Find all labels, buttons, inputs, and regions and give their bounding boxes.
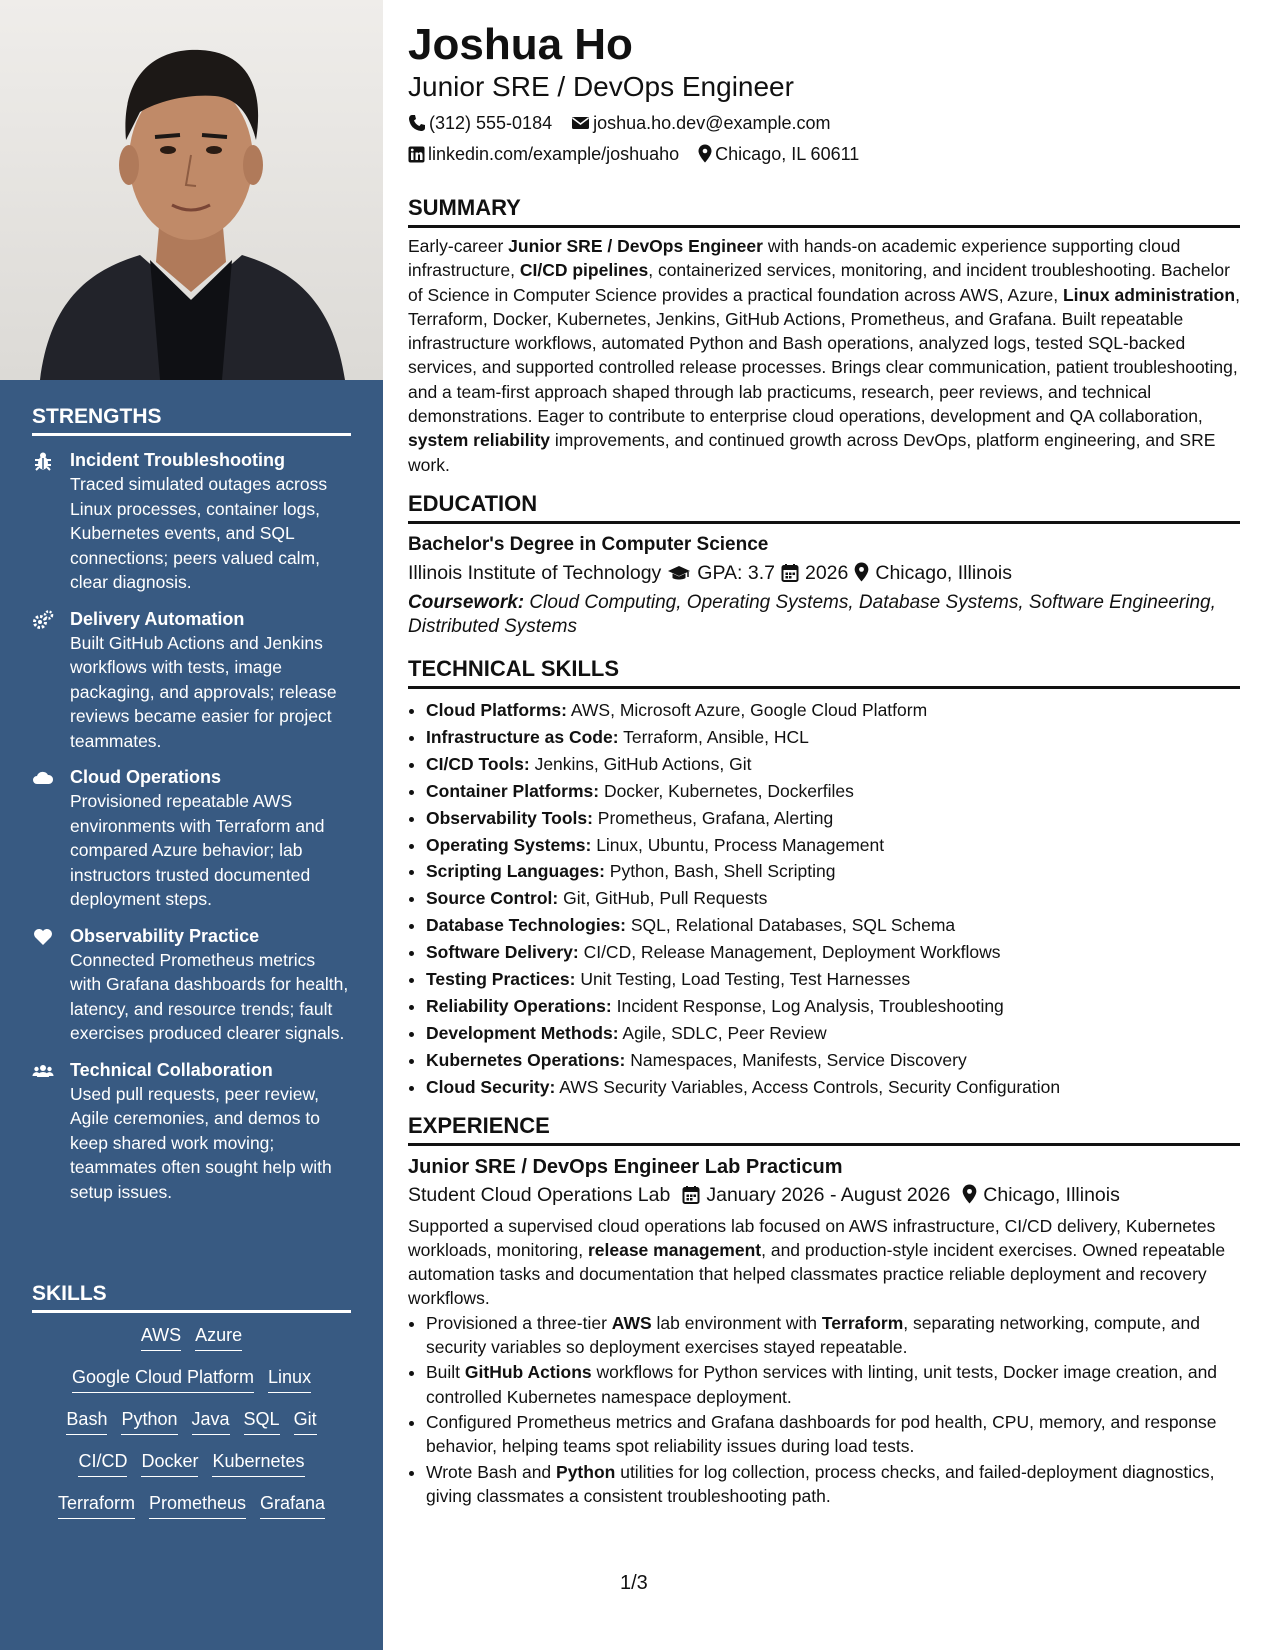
text-segment: improvements, and continued growth across DevOps, platform engineering, and SRE work. (408, 430, 1216, 475)
strength-desc: Connected Prometheus metrics with Grafana dashboards for health, latency, and resource trends; fault exercises produced clearer signals. (70, 949, 349, 1043)
skill-values: SQL, Relational Databases, SQL Schema (626, 915, 956, 936)
sidebar (0, 0, 383, 1650)
skill-values: Docker, Kubernetes, Dockerfiles (599, 780, 854, 801)
strength-item (32, 765, 351, 912)
skill-values: Terraform, Ansible, HCL (618, 726, 809, 747)
skill-tag: Java (192, 1407, 230, 1435)
candidate-name: Joshua Ho (408, 20, 633, 69)
bold-text: GitHub Actions (464, 1362, 592, 1383)
technical-skill-item (426, 1047, 1240, 1074)
location-contact (698, 139, 859, 170)
skills-section (32, 1282, 351, 1533)
experience-intro (408, 1214, 1240, 1311)
email-text: joshua.ho.dev@example.com (593, 113, 831, 133)
strength-desc: Provisioned repeatable AWS environments with Terraform and compared Azure behavior; lab instructors trusted documented deployment steps. (70, 791, 325, 909)
coursework (408, 591, 1240, 640)
technical-skill-item (426, 885, 1240, 912)
text-segment: Wrote Bash and (426, 1461, 557, 1482)
skill-tag: Google Cloud Platform (72, 1365, 254, 1393)
text-segment: Supported a supervised cloud operations lab focused on AWS infrastructure, CI/CD delivery, Kubernetes workloads, monitoring, (408, 1215, 1216, 1260)
skill-tag: Terraform (58, 1491, 135, 1519)
experience-bullet (426, 1410, 1240, 1459)
coursework-list: Cloud Computing, Operating Systems, Database Systems, Software Engineering, Distributed Systems (408, 591, 1216, 638)
envelope-icon (571, 114, 590, 132)
technical-skill-item (426, 697, 1240, 724)
calendar-icon (682, 1185, 700, 1204)
graduation-year: 2026 (804, 561, 849, 584)
skill-category: Source Control: (426, 888, 559, 909)
technical-skill-item (426, 939, 1240, 966)
strength-item (32, 1058, 351, 1205)
bold-text: Linux administration (1062, 284, 1236, 305)
bold-text: CI/CD pipelines (519, 260, 649, 281)
phone-icon (408, 114, 426, 132)
summary-heading: SUMMARY (408, 194, 1240, 228)
skill-tag: Bash (66, 1407, 107, 1435)
skill-tag: AWS (141, 1323, 181, 1351)
experience-bullet (426, 1460, 1240, 1509)
skill-category: Scripting Languages: (426, 861, 605, 882)
skill-category: Container Platforms: (426, 780, 600, 801)
technical-skill-item (426, 993, 1240, 1020)
skill-values: Linux, Ubuntu, Process Management (591, 834, 885, 855)
experience-bullets (408, 1311, 1240, 1508)
skill-category: Infrastructure as Code: (426, 726, 619, 747)
skill-values: Prometheus, Grafana, Alerting (592, 807, 834, 828)
gpa-text: GPA: 3.7 (697, 561, 775, 584)
skill-values: Unit Testing, Load Testing, Test Harnesses (575, 969, 911, 990)
phone-text: (312) 555-0184 (429, 113, 553, 133)
location-pin-icon (854, 562, 869, 582)
skill-values: Agile, SDLC, Peer Review (618, 1022, 827, 1043)
bold-text: Python (556, 1461, 616, 1482)
bold-text: release management (587, 1239, 762, 1260)
text-segment: utilities for log collection, process checks, and failed-deployment diagnostics, giving classmates a consistent troubleshooting path. (426, 1461, 1215, 1506)
skill-values: CI/CD, Release Management, Deployment Workflows (578, 942, 1001, 963)
location-pin-icon (962, 1184, 977, 1204)
education-meta (408, 558, 1240, 588)
strength-desc: Used pull requests, peer review, Agile ceremonies, and demos to keep shared work moving; teammates often sought help with setup issues. (70, 1083, 332, 1202)
coursework-label: Coursework: (408, 591, 525, 613)
skill-values: Python, Bash, Shell Scripting (604, 861, 836, 882)
skill-values: Git, GitHub, Pull Requests (558, 888, 768, 909)
main-content (408, 20, 1240, 1509)
strength-desc: Built GitHub Actions and Jenkins workflows with tests, image packaging, and approvals; release reviews became easier for project teammates. (70, 632, 337, 751)
skill-values: Namespaces, Manifests, Service Discovery (625, 1049, 967, 1070)
experience-bullet (426, 1311, 1240, 1360)
skill-category: Operating Systems: (426, 834, 592, 855)
users-icon (32, 1060, 54, 1082)
technical-skill-item (426, 1020, 1240, 1047)
strengths-section (32, 405, 351, 1204)
education-location: Chicago, Illinois (875, 561, 1012, 584)
strength-title: Technical Collaboration (70, 1059, 273, 1080)
text-segment: with hands-on academic experience supporting cloud infrastructure, (408, 236, 1181, 281)
heart-icon (32, 926, 54, 948)
skill-tag: Git (294, 1407, 317, 1435)
skill-category: Cloud Platforms: (426, 699, 567, 720)
phone-contact (408, 108, 552, 139)
skill-category: Cloud Security: (426, 1076, 556, 1097)
degree-title: Bachelor's Degree in Computer Science (408, 533, 769, 555)
technical-skill-item (426, 724, 1240, 751)
cloud-icon (32, 767, 54, 789)
skills-heading: SKILLS (32, 1282, 351, 1313)
skill-category: Testing Practices: (426, 969, 576, 990)
strength-desc: Traced simulated outages across Linux processes, container logs, Kubernetes events, and SQL connections; peers valued calm, clear diagnosis. (70, 474, 328, 592)
job-meta (408, 1180, 1240, 1210)
skill-tag: Azure (195, 1323, 242, 1351)
location-pin-icon (698, 144, 712, 163)
text-segment: Configured Prometheus metrics and Grafana dashboards for pod health, CPU, memory, and response behavior, helping teams spot reliability issues during load tests. (426, 1411, 1217, 1457)
experience-heading: EXPERIENCE (408, 1112, 1240, 1146)
text-segment: , and production-style incident exercises. Owned repeatable automation tasks and documentation that helped classmates practice reliable deployment and recovery workflows. (408, 1239, 1226, 1309)
skill-tag: Prometheus (149, 1491, 246, 1519)
bold-text: system reliability (408, 430, 551, 451)
skill-tag: SQL (244, 1407, 280, 1435)
skill-category: CI/CD Tools: (426, 753, 530, 774)
experience-bullet (426, 1360, 1240, 1409)
organization-name: Student Cloud Operations Lab (408, 1183, 671, 1206)
candidate-role: Junior SRE / DevOps Engineer (408, 71, 794, 102)
summary-text (408, 234, 1240, 477)
strength-title: Observability Practice (70, 925, 260, 946)
linkedin-contact[interactable] (408, 139, 679, 170)
skill-category: Database Technologies: (426, 915, 627, 936)
technical-skill-item (426, 966, 1240, 993)
gears-icon (32, 609, 54, 631)
text-segment: Early-career (408, 236, 509, 256)
job-location: Chicago, Illinois (983, 1183, 1120, 1206)
skill-category: Reliability Operations: (426, 995, 612, 1016)
graduation-cap-icon (667, 564, 691, 582)
email-contact[interactable] (571, 108, 830, 139)
contact-row-1 (408, 108, 1240, 139)
profile-photo (0, 0, 383, 380)
strength-item (32, 607, 351, 754)
technical-skill-item (426, 751, 1240, 778)
text-segment: , separating networking, compute, and security variables so deployment exercises stayed repeatable. (426, 1312, 1200, 1358)
technical-skill-item (426, 912, 1240, 939)
strengths-heading: STRENGTHS (32, 405, 351, 436)
skill-category: Observability Tools: (426, 807, 593, 828)
strength-title: Delivery Automation (70, 608, 245, 629)
skill-tag: Python (121, 1407, 177, 1435)
skill-category: Development Methods: (426, 1022, 619, 1043)
text-segment: Provisioned a three-tier (426, 1312, 612, 1333)
skill-values: AWS, Microsoft Azure, Google Cloud Platform (566, 699, 928, 720)
text-segment: lab environment with (651, 1312, 822, 1333)
skill-tags (32, 1323, 351, 1519)
linkedin-text: linkedin.com/example/joshuaho (428, 144, 680, 164)
skill-values: Jenkins, GitHub Actions, Git (529, 753, 752, 774)
technical-skill-item (426, 832, 1240, 859)
technical-skill-item (426, 778, 1240, 805)
bold-text: Junior SRE / DevOps Engineer (508, 236, 763, 256)
strength-item (32, 924, 351, 1046)
bold-text: AWS (611, 1312, 652, 1333)
calendar-icon (781, 563, 799, 582)
technical-skills-heading: TECHNICAL SKILLS (408, 655, 1240, 689)
text-segment: Built (426, 1362, 465, 1383)
strength-item (32, 448, 351, 595)
page-number: 1/3 (620, 1572, 648, 1594)
job-title: Junior SRE / DevOps Engineer Lab Practicum (408, 1155, 843, 1178)
location-text: Chicago, IL 60611 (715, 144, 860, 164)
skill-values: AWS Security Variables, Access Controls, Security Configuration (555, 1076, 1061, 1097)
skill-tag: Linux (268, 1365, 311, 1393)
text-segment: workflows for Python services with linting, unit tests, Docker image creation, and controlled Kubernetes namespace deployment. (426, 1362, 1218, 1407)
linkedin-icon (408, 146, 425, 163)
text-segment: , containerized services, monitoring, and incident troubleshooting. Bachelor of Science in Computer Science provides a practical foundation across AWS, Azure, (408, 260, 1230, 305)
technical-skills-list (408, 697, 1240, 1101)
text-segment: , Terraform, Docker, Kubernetes, Jenkins, GitHub Actions, Prometheus, and Grafana. Built repeatable infrastructure workflows, automated Python and Bash operations, analyzed logs, tested SQL-backed services, and supported controlled release processes. Brings clear communication, patient troubleshooting, and a team-first approach shaped through lab practicums, research, peer reviews, and technical demonstrations. Eager to contribute to enterprise cloud operations, development and QA collaboration, (408, 284, 1240, 427)
strength-title: Incident Troubleshooting (70, 450, 285, 470)
skill-tag: Grafana (260, 1491, 325, 1519)
skill-tag: Docker (141, 1449, 198, 1477)
skill-tag: CI/CD (78, 1449, 127, 1477)
bold-text: Terraform (821, 1312, 904, 1333)
strength-title: Cloud Operations (70, 767, 222, 787)
technical-skill-item (426, 1074, 1240, 1101)
skill-category: Kubernetes Operations: (426, 1049, 626, 1070)
job-dates: January 2026 - August 2026 (706, 1183, 951, 1206)
education-heading: EDUCATION (408, 490, 1240, 524)
skill-category: Software Delivery: (426, 942, 579, 963)
bug-icon (32, 450, 54, 472)
school-name: Illinois Institute of Technology (408, 561, 662, 584)
technical-skill-item (426, 858, 1240, 885)
technical-skill-item (426, 805, 1240, 832)
contact-row-2 (408, 139, 1240, 170)
skill-tag: Kubernetes (212, 1449, 304, 1477)
skill-values: Incident Response, Log Analysis, Troubleshooting (611, 995, 1004, 1016)
